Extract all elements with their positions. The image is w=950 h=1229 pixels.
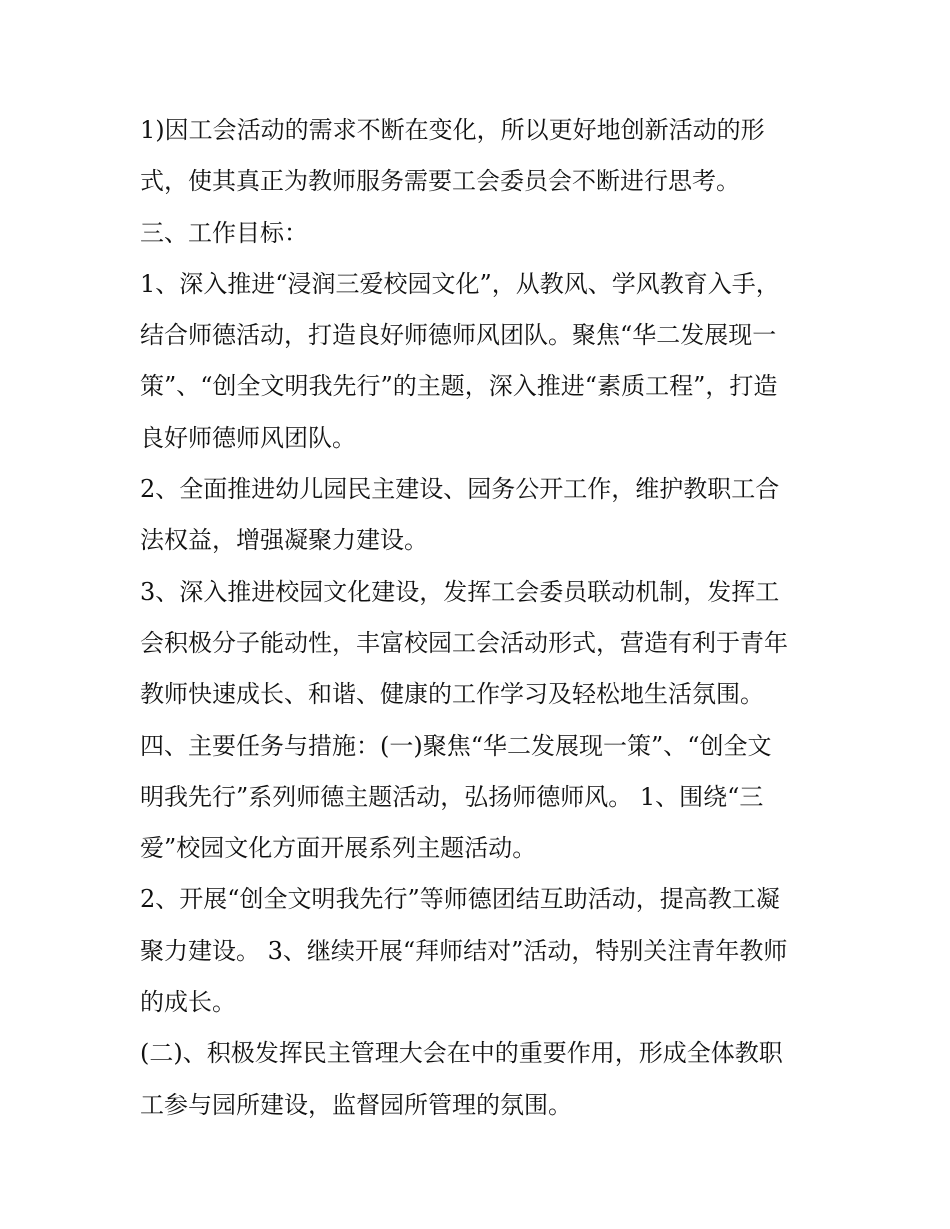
- text-line: 聚力建设。 3、继续开展“拜师结对”活动，特别关注青年教师: [140, 936, 788, 965]
- text-line: 结合师德活动，打造良好师德师风团队。聚焦“华二发展现一: [140, 321, 777, 350]
- text-line: 策”、“创全文明我先行”的主题，深入推进“素质工程”，打造: [140, 372, 778, 401]
- text-line: 教师快速成长、和谐、健康的工作学习及轻松地生活氛围。: [140, 680, 764, 709]
- body-text: [140, 105, 840, 1131]
- text-line: 明我先行”系列师德主题活动，弘扬师德师风。 1、围绕“三: [140, 782, 764, 811]
- text-line: 爱”校园文化方面开展系列主题活动。: [140, 834, 537, 863]
- text-line: 会积极分子能动性，丰富校园工会活动形式，营造有利于青年: [140, 628, 788, 657]
- section-heading: 四、主要任务与措施：(一)聚焦“华二发展现一策”、“创全文: [140, 731, 772, 760]
- text-line: 式，使其真正为教师服务需要工会委员会不断进行思考。: [140, 167, 740, 196]
- text-line: 2、开展“创全文明我先行”等师德团结互助活动，提高教工凝: [140, 885, 780, 914]
- text-line: (二)、积极发挥民主管理大会在中的重要作用，形成全体教职: [140, 1039, 783, 1068]
- text-line: 工参与园所建设，监督园所管理的氛围。: [140, 1090, 572, 1119]
- text-line: 法权益，增强凝聚力建设。: [140, 526, 428, 555]
- text-line: 良好师德师风团队。: [140, 423, 356, 452]
- text-line: 1、深入推进“浸润三爱校园文化”，从教风、学风教育入手，: [140, 269, 780, 298]
- text-line: 的成长。: [140, 988, 236, 1017]
- text-line: 2、全面推进幼儿园民主建设、园务公开工作，维护教职工合: [140, 475, 780, 504]
- section-heading: 三、工作目标：: [140, 218, 308, 247]
- text-line: 1)因工会活动的需求不断在变化，所以更好地创新活动的形: [140, 116, 765, 144]
- text-line: 3、深入推进校园文化建设，发挥工会委员联动机制，发挥工: [140, 577, 780, 606]
